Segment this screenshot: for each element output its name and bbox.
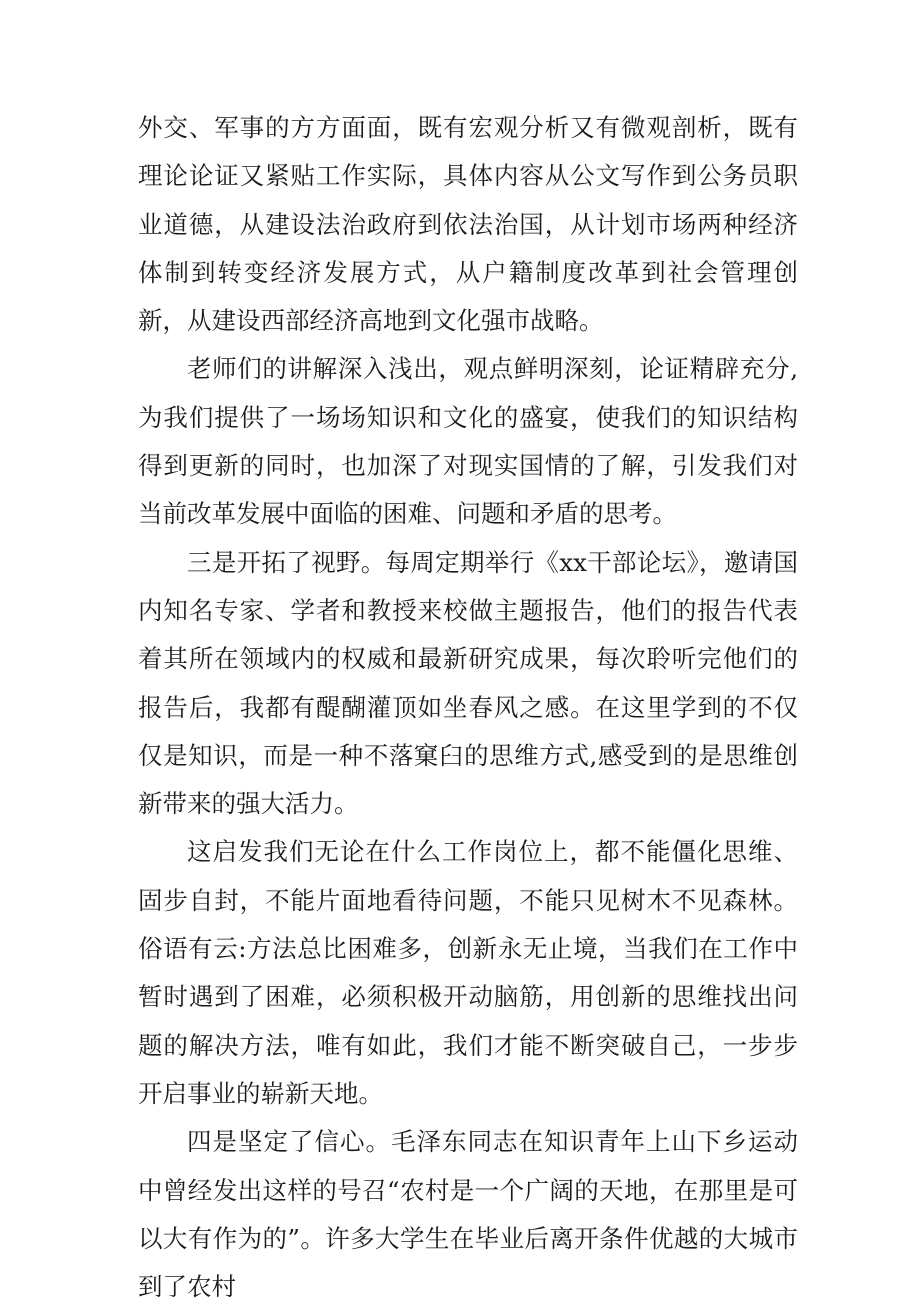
document-body [138, 104, 798, 1311]
paragraph-4: 这启发我们无论在什么工作岗位上，都不能僵化思维、固步自封，不能片面地看待问题，不能只见树木不见森林。俗语有云:方法总比困难多，创新永无止境，当我们在工作中暂时遇到了困难，必须积极开动脑筋，用创新的思维找出问题的解决方法，唯有如此，我们才能不断突破自己，一步步开启事业的崭新天地。 [138, 837, 798, 1108]
paragraph-2: 老师们的讲解深入浅出，观点鲜明深刻，论证精辟充分,为我们提供了一场场知识和文化的盛宴，使我们的知识结构得到更新的同时，也加深了对现实国情的了解，引发我们对当前改革发展中面临的困难、问题和矛盾的思考。 [138, 354, 798, 529]
paragraph-3: 三是开拓了视野。每周定期举行《xx干部论坛》，邀请国内知名专家、学者和教授来校做主题报告，他们的报告代表着其所在领域内的权威和最新研究成果，每次聆听完他们的报告后，我都有醍醐灌顶如坐春风之感。在这里学到的不仅仅是知识，而是一种不落窠臼的思维方式,感受到的是思维创新带来的强大活力。 [138, 547, 798, 819]
paragraph-1: 外交、军事的方方面面，既有宏观分析又有微观剖析，既有理论论证又紧贴工作实际，具体内容从公文写作到公务员职业道德，从建设法治政府到依法治国，从计划市场两种经济体制到转变经济发展方式，从户籍制度改革到社会管理创新，从建设西部经济高地到文化强市战略。 [138, 113, 798, 336]
paragraph-5: 四是坚定了信心。毛泽东同志在知识青年上山下乡运动中曾经发出这样的号召“农村是一个广阔的天地，在那里是可以大有作为的”。许多大学生在毕业后离开条件优越的大城市到了农村 [138, 1127, 798, 1302]
